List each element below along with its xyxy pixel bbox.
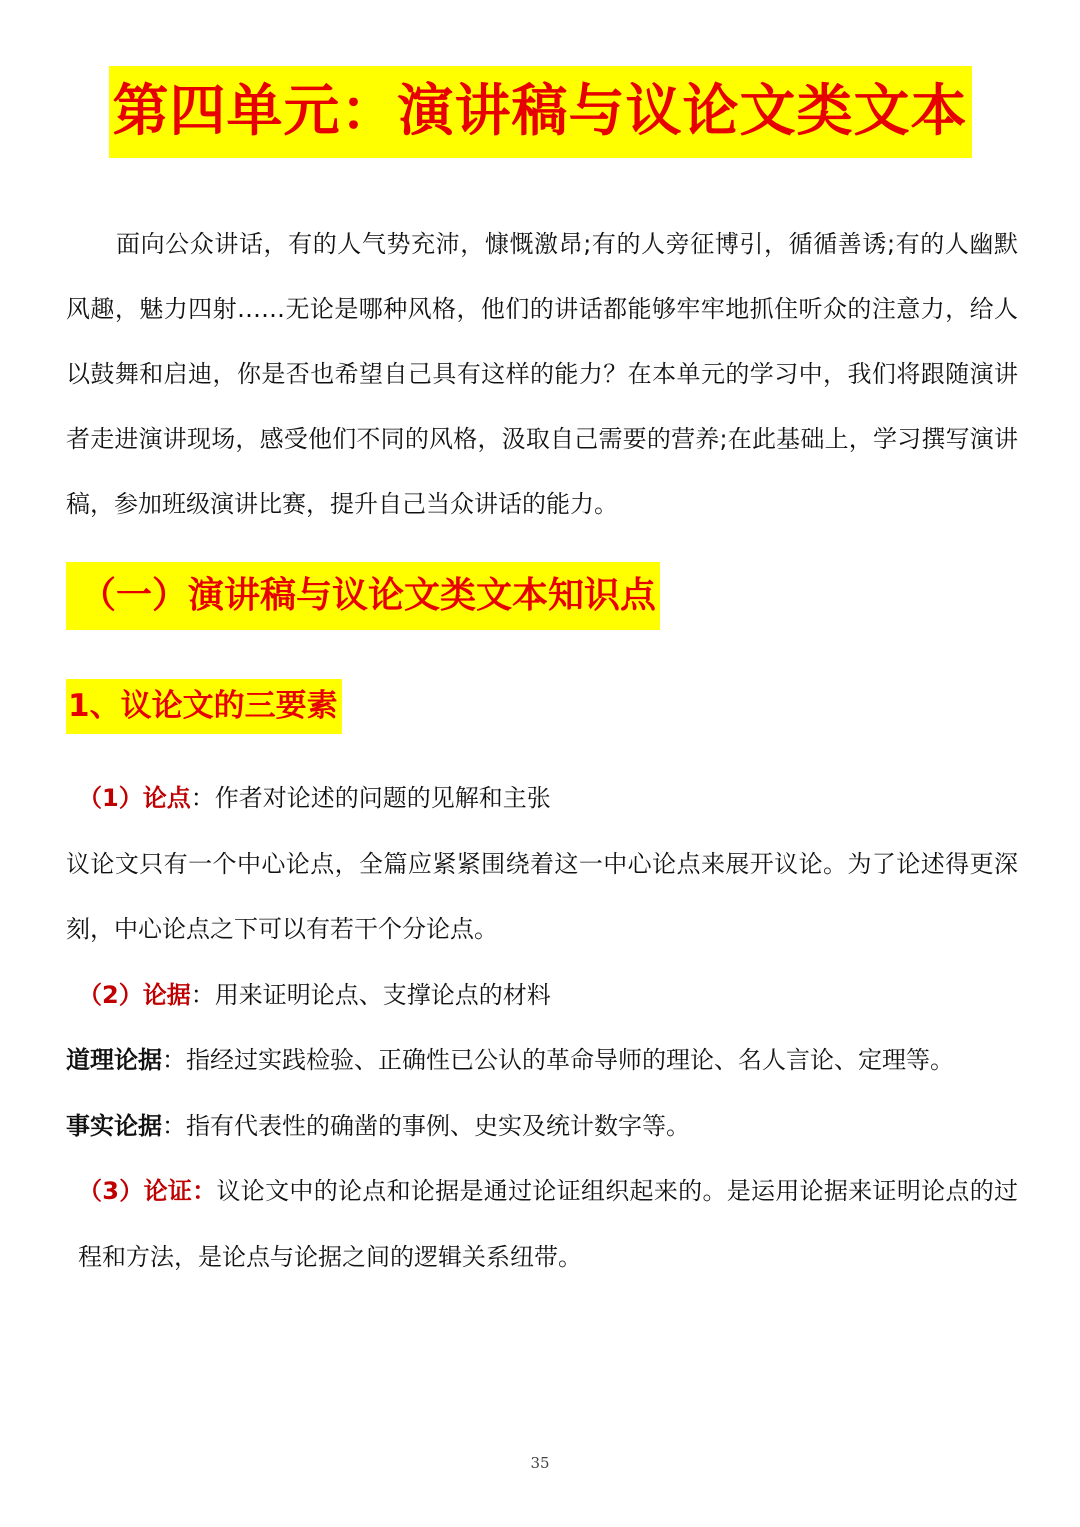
item-text: 议论文中的论点和论据是通过论证组织起来的。是运用论据来证明论点的过程和方法，是论点与论据之间的逻辑关系纽带。: [78, 1177, 1019, 1271]
page-number: 35: [530, 1454, 550, 1472]
subitem-term: 事实论据: [66, 1111, 162, 1140]
subitem-separator: ：: [162, 1111, 186, 1140]
item-text: 用来证明论点、支撑论点的材料: [214, 980, 551, 1009]
subitem-term: 道理论据: [66, 1046, 162, 1074]
item-detail: 议论文只有一个中心论点，全篇应紧紧围绕着这一中心论点来展开议论。为了论述得更深刻，中心论点之下可以有若干个分论点。: [66, 849, 1018, 943]
page-title: 第四单元：演讲稿与议论文类文本: [109, 66, 972, 158]
item-label: （3）论证: [78, 1177, 193, 1205]
item-separator: ：: [190, 784, 215, 812]
section-heading: （一）演讲稿与议论文类文本知识点: [66, 562, 660, 630]
subitem-factual-evidence: [66, 1094, 1018, 1160]
subitem-separator: ：: [162, 1046, 186, 1074]
item-demonstration: [66, 1159, 1018, 1290]
item-evidence: [66, 963, 1018, 1029]
sub-heading: 1、议论文的三要素: [66, 679, 342, 734]
subitem-text: 指经过实践检验、正确性已公认的革命导师的理论、名人言论、定理等。: [186, 1046, 954, 1074]
intro-paragraph: 面向公众讲话，有的人气势充沛，慷慨激昂;有的人旁征博引，循循善诱;有的人幽默风趣，魅力四射……无论是哪种风格，他们的讲话都能够牢牢地抓住听众的注意力，给人以鼓舞和启迪，你是否也希望自己具有这样的能力？在本单元的学习中，我们将跟随演讲者走进演讲现场，感受他们不同的风格，汲取自己需要的营养;在此基础上，学习撰写演讲稿，参加班级演讲比赛，提升自己当众讲话的能力。: [66, 230, 1018, 518]
subitem-reasoning-evidence: [66, 1028, 1018, 1094]
item-label: （1）论点: [78, 784, 191, 812]
subitem-text: 指有代表性的确凿的事例、史实及统计数字等。: [186, 1111, 690, 1140]
title-container: [0, 66, 1080, 158]
body-content: [66, 766, 1018, 1290]
item-argument: [66, 766, 1018, 832]
item-label: （2）论据: [78, 980, 191, 1009]
item-text: 作者对论述的问题的见解和主张: [214, 784, 551, 812]
item-separator: ：: [190, 980, 215, 1009]
item-separator: ：: [192, 1177, 217, 1205]
